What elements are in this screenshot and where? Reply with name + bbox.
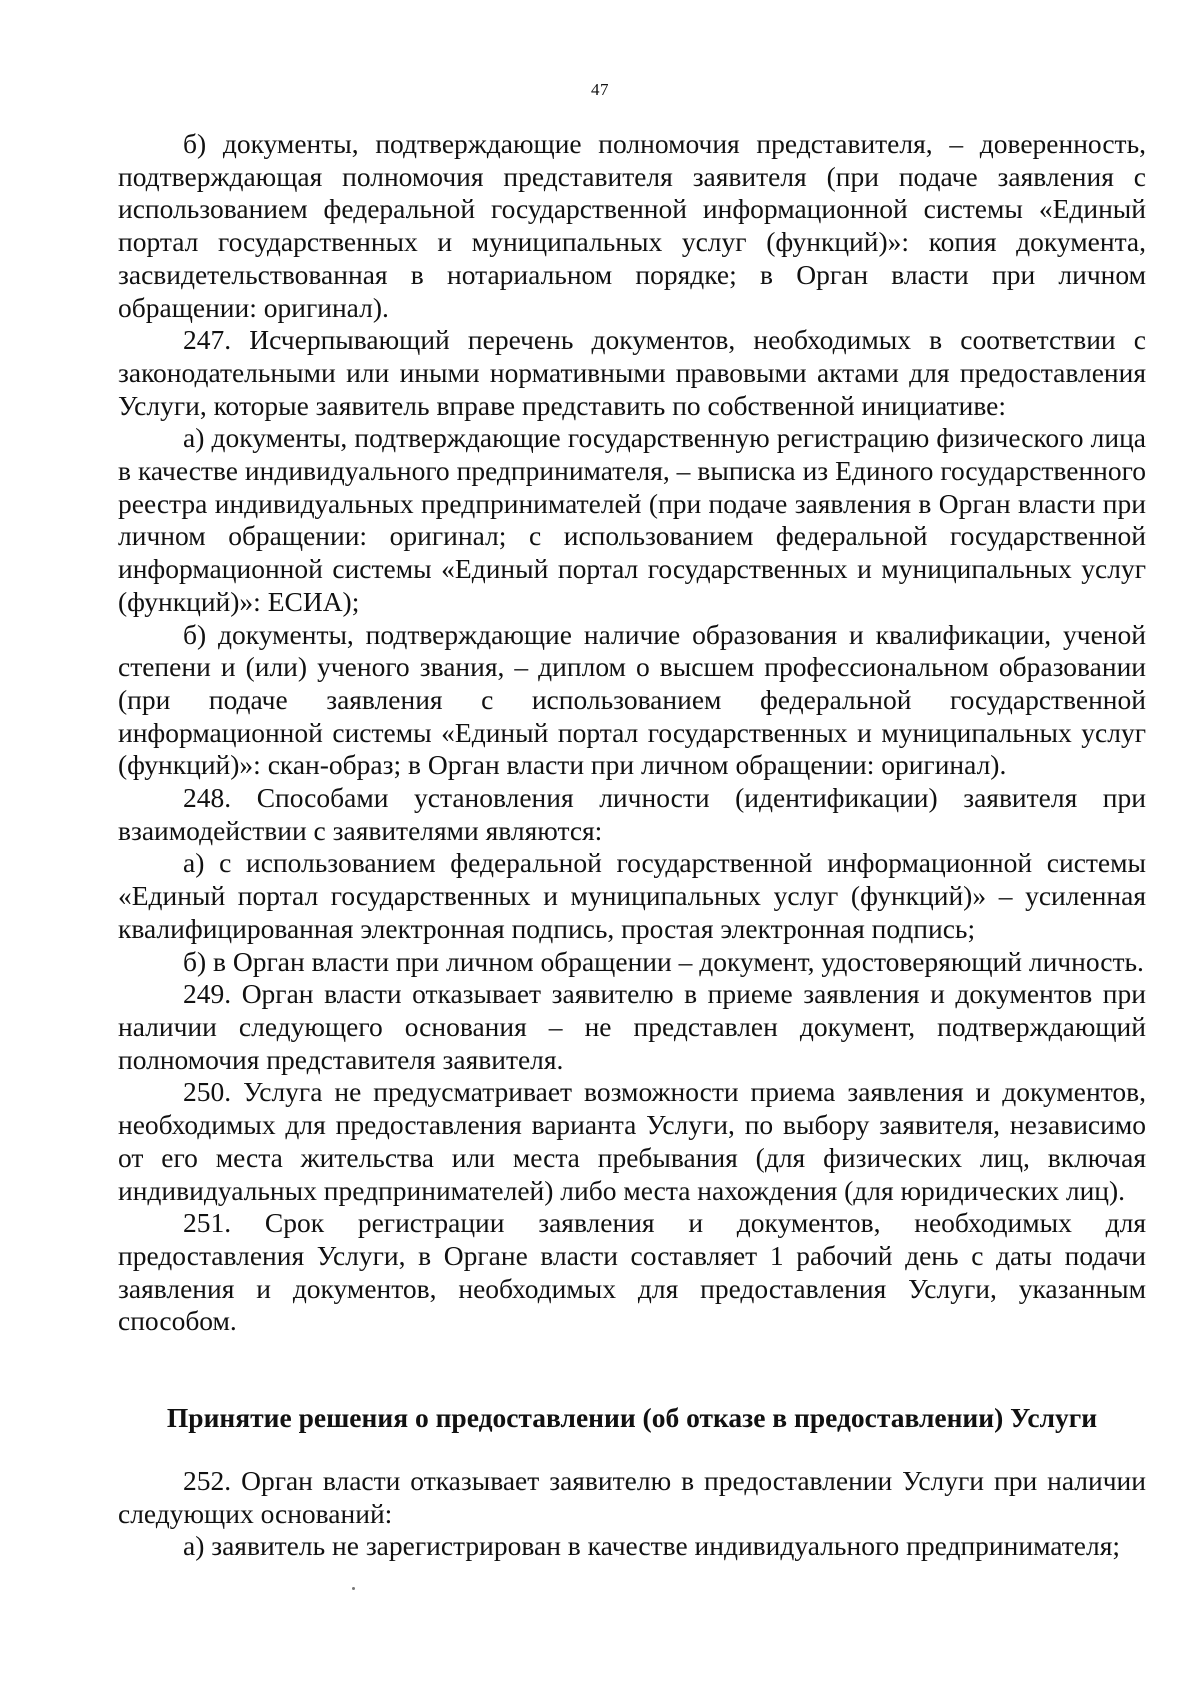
paragraph-246b: б) документы, подтверждающие полномочия представителя, – доверенность, подтверждающая полномочия представителя заявителя (при подаче заявления с использованием федеральной государственной информационной системы «Единый портал государственных и муниципальных услуг (функций)»: копия документа, засвидетельствованная в нотариальном порядке; в Орган власти при личном обращении: оригинал). xyxy=(118,128,1146,323)
paragraph-251: 251. Срок регистрации заявления и документов, необходимых для предоставления Услуги, в Органе власти составляет 1 рабочий день с даты подачи заявления и документов, необходимых для предоставления Услуги, указанным способом. xyxy=(118,1207,1146,1337)
section-body xyxy=(118,1465,1146,1563)
paragraph-247: 247. Исчерпывающий перечень документов, необходимых в соответствии с законодательными или иными нормативными правовыми актами для предоставления Услуги, которые заявитель вправе представить по собственной инициативе: xyxy=(118,324,1146,421)
page-number: 47 xyxy=(591,80,609,99)
paragraph-252: 252. Орган власти отказывает заявителю в предоставлении Услуги при наличии следующих оснований: xyxy=(118,1465,1146,1529)
section-heading: Принятие решения о предоставлении (об отказе в предоставлении) Услуги xyxy=(166,1402,1098,1433)
paragraph-247b: б) документы, подтверждающие наличие образования и квалификации, ученой степени и (или) ученого звания, – диплом о высшем профессиональном образовании (при подаче заявления с использованием федеральной государственной информационной системы «Единый портал государственных и муниципальных услуг (функций)»: скан-образ; в Орган власти при личном обращении: оригинал). xyxy=(118,618,1146,781)
scan-speck xyxy=(352,1587,355,1590)
paragraph-252a: а) заявитель не зарегистрирован в качестве индивидуального предпринимателя; xyxy=(183,1530,1121,1562)
paragraph-249: 249. Орган власти отказывает заявителю в приеме заявления и документов при наличии следующего основания – не представлен документ, подтверждающий полномочия представителя заявителя. xyxy=(118,978,1146,1075)
paragraph-247a: а) документы, подтверждающие государственную регистрацию физического лица в качестве индивидуального предпринимателя, – выписка из Единого государственного реестра индивидуальных предпринимателей (при подаче заявления в Орган власти при личном обращении: оригинал; с использованием федеральной государственной информационной системы «Единый портал государственных и муниципальных услуг (функций)»: ЕСИА); xyxy=(118,422,1146,617)
paragraph-248a: а) с использованием федеральной государственной информационной системы «Единый портал государственных и муниципальных услуг (функций)» – усиленная квалифицированная электронная подпись, простая электронная подпись; xyxy=(118,847,1146,944)
paragraph-248b: б) в Орган власти при личном обращении – документ, удостоверяющий личность. xyxy=(183,945,1144,977)
document-body xyxy=(118,128,1146,1338)
paragraph-250: 250. Услуга не предусматривает возможности приема заявления и документов, необходимых для предоставления варианта Услуги, по выбору заявителя, независимо от его места жительства или места пребывания (для физических лиц, включая индивидуальных предпринимателей) либо места нахождения (для юридических лиц). xyxy=(118,1076,1146,1206)
paragraph-248: 248. Способами установления личности (идентификации) заявителя при взаимодействии с заявителями являются: xyxy=(118,782,1146,846)
